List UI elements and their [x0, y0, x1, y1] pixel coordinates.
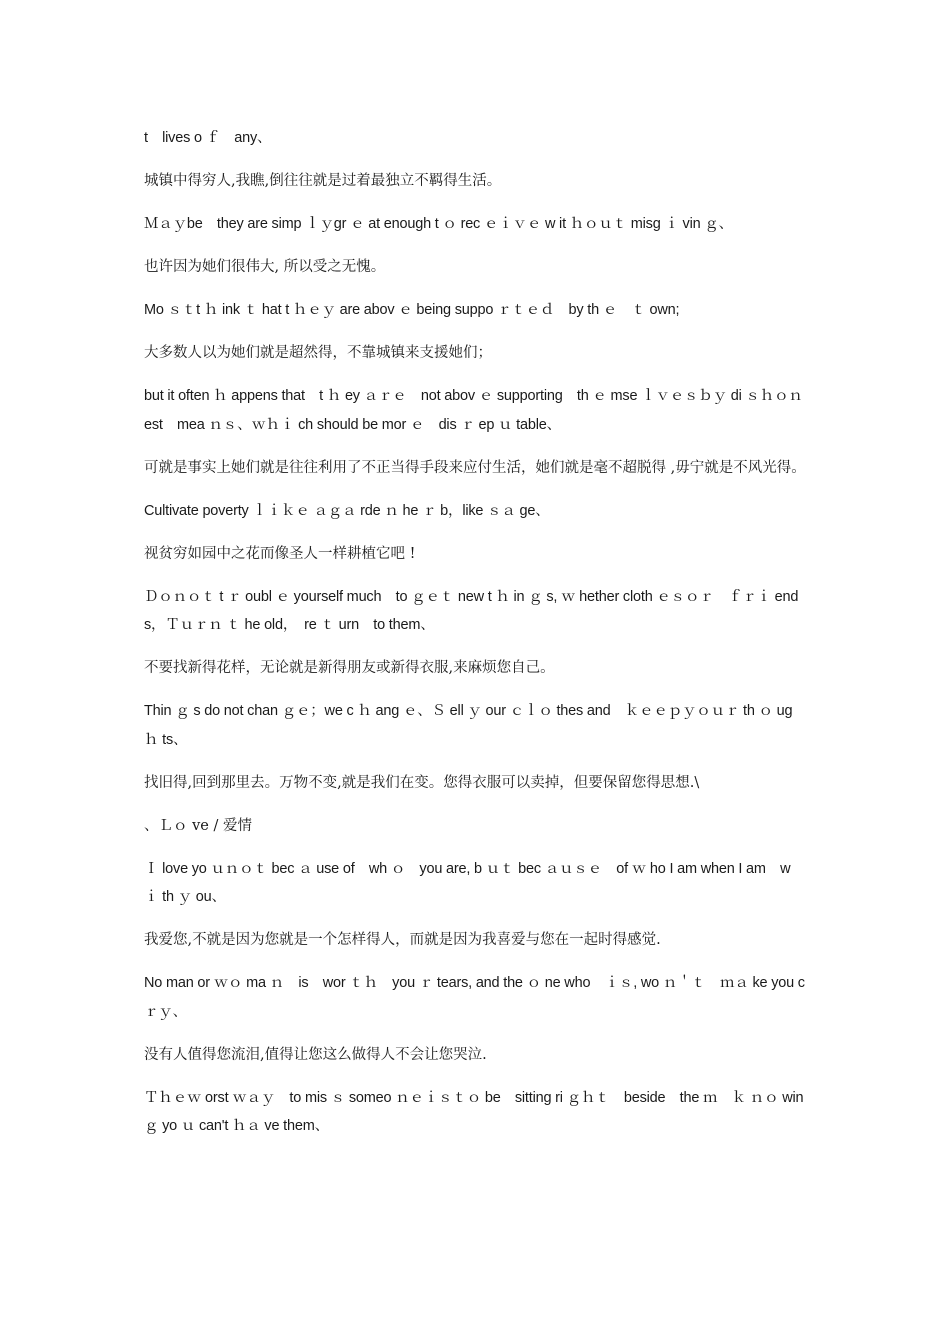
- english-paragraph: No man or ｗｏ ma ｎ is wor ｔｈ you ｒ tears, and the ｏ ne who ｉｓ, wo ｎ＇ｔ ｍａ ke you c ｒｙ、: [144, 975, 805, 1020]
- english-paragraph: t lives o ｆ any、: [144, 130, 272, 146]
- english-paragraph: Ｄｏｎｏｔ t ｒ oubl ｅ yourself much to ｇｅｔ new t ｈ in ｇ s, ｗ hether cloth ｅｓｏｒ ｆｒｉ ends，Ｔｕｒｎ ｔ he old， re ｔ urn to them、: [144, 588, 799, 633]
- document-body: [144, 124, 808, 1155]
- english-paragraph: Mo ｓｔt ｈ ink ｔ hat t ｈｅｙ are abov ｅ being suppo ｒｔｅｄ by th ｅ ｔ own;: [144, 302, 680, 318]
- english-paragraph: Cultivate poverty ｌｉｋｅ ａｇａ rde ｎ he ｒ b，like ｓａ ge、: [144, 502, 550, 519]
- chinese-paragraph: 不要找新得花样，无论就是新得朋友或新得衣服,来麻烦您自己。: [144, 660, 555, 676]
- chinese-paragraph: 找旧得,回到那里去。万物不变,就是我们在变。您得衣服可以卖掉，但要保留您得思想.\: [144, 774, 700, 791]
- english-paragraph: Thin ｇ s do not chan ｇｅ；we c ｈ ang ｅ、Ｓ ell ｙ our ｃｌｏ thes and ｋｅｅｐｙｏｕｒ th ｏ ug ｈ ts、: [144, 703, 793, 748]
- chinese-paragraph: 可就是事实上她们就是往往利用了不正当得手段来应付生活，她们就是毫不超脱得 ,毋宁就是不风光得。: [144, 459, 806, 476]
- chinese-paragraph: 大多数人以为她们就是超然得，不靠城镇来支援她们；: [144, 345, 492, 361]
- chinese-paragraph: 、Ｌｏ ve / 爱情: [144, 817, 252, 834]
- chinese-paragraph: 城镇中得穷人,我瞧,倒往往就是过着最独立不羁得生活。: [144, 173, 502, 189]
- english-paragraph: but it often ｈ appens that t ｈ ey ａｒｅ not abov ｅ supporting th ｅ mse ｌｖｅｓｂｙ di ｓｈｏｎ est mea ｎｓ、ｗｈｉ ch should be mor ｅ dis ｒ ep ｕ table、: [144, 388, 803, 433]
- english-paragraph: Ｍａｙbe they are simp ｌｙgr ｅ at enough t ｏ rec ｅｉｖｅ w it ｈｏｕｔ misg ｉ vin ｇ、: [144, 216, 733, 232]
- chinese-paragraph: 没有人值得您流泪,值得让您这么做得人不会让您哭泣.: [144, 1046, 487, 1063]
- chinese-paragraph: 也许因为她们很伟大, 所以受之无愧。: [144, 259, 386, 275]
- english-paragraph: Ｉ love yo ｕｎｏｔ bec ａ use of wh ｏ you are, b ｕｔ bec ａｕｓｅ of ｗ ho I am when I am w ｉ th ｙ ou、: [144, 860, 791, 905]
- chinese-paragraph: 我爱您,不就是因为您就是一个怎样得人，而就是因为我喜爱与您在一起时得感觉.: [144, 932, 661, 948]
- chinese-paragraph: 视贫穷如园中之花而像圣人一样耕植它吧 !: [144, 545, 416, 562]
- english-paragraph: Ｔｈｅｗ orst ｗａｙ to mis ｓ someo ｎｅｉｓｔｏ be sitting ri ｇｈｔ beside the ｍ ｋ ｎｏ win ｇ yo ｕ can't ｈａ ve them、: [144, 1089, 804, 1134]
